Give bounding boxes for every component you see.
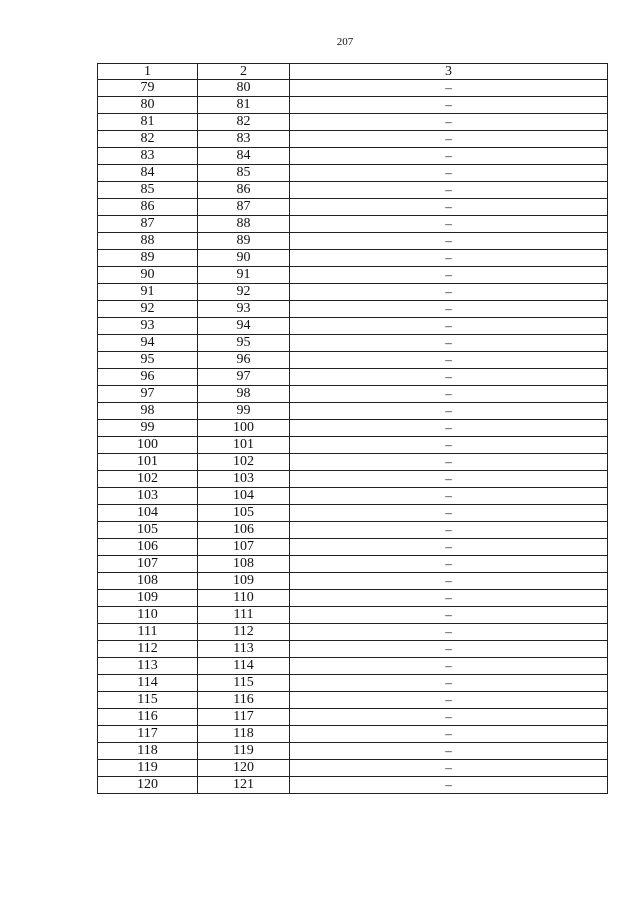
table-row [98, 131, 608, 148]
column-header-1: 1 [98, 64, 198, 80]
table-cell-col3: – [290, 454, 608, 471]
table-cell-col1: 102 [98, 471, 198, 488]
table-cell-col1: 105 [98, 522, 198, 539]
table-cell-col3: – [290, 760, 608, 777]
table-cell-col3: – [290, 335, 608, 352]
table-cell-col1: 100 [98, 437, 198, 454]
table-cell-col3: – [290, 607, 608, 624]
table-row [98, 675, 608, 692]
table-cell-col1: 85 [98, 182, 198, 199]
table-cell-col2: 105 [198, 505, 290, 522]
table-cell-col1: 108 [98, 573, 198, 590]
table-row [98, 335, 608, 352]
table-cell-col2: 116 [198, 692, 290, 709]
table-cell-col2: 101 [198, 437, 290, 454]
table-cell-col2: 85 [198, 165, 290, 182]
table-cell-col2: 121 [198, 777, 290, 794]
table-row [98, 233, 608, 250]
table-cell-col3: – [290, 692, 608, 709]
table-cell-col2: 90 [198, 250, 290, 267]
table-cell-col1: 81 [98, 114, 198, 131]
table-cell-col1: 115 [98, 692, 198, 709]
table-cell-col2: 89 [198, 233, 290, 250]
table-cell-col2: 102 [198, 454, 290, 471]
table-cell-col1: 87 [98, 216, 198, 233]
table-cell-col1: 110 [98, 607, 198, 624]
table-cell-col1: 101 [98, 454, 198, 471]
table-cell-col1: 104 [98, 505, 198, 522]
table-cell-col2: 103 [198, 471, 290, 488]
table-cell-col1: 86 [98, 199, 198, 216]
table-row [98, 539, 608, 556]
table-cell-col1: 97 [98, 386, 198, 403]
table-cell-col1: 98 [98, 403, 198, 420]
table-cell-col2: 94 [198, 318, 290, 335]
table-row [98, 488, 608, 505]
table-row [98, 318, 608, 335]
table-cell-col3: – [290, 403, 608, 420]
table-cell-col1: 113 [98, 658, 198, 675]
table-cell-col1: 119 [98, 760, 198, 777]
table-cell-col2: 109 [198, 573, 290, 590]
table-cell-col2: 95 [198, 335, 290, 352]
table-cell-col1: 103 [98, 488, 198, 505]
table-cell-col3: – [290, 301, 608, 318]
table-cell-col1: 94 [98, 335, 198, 352]
table-row [98, 590, 608, 607]
table-cell-col3: – [290, 505, 608, 522]
table-cell-col3: – [290, 216, 608, 233]
table-cell-col2: 110 [198, 590, 290, 607]
table-row [98, 165, 608, 182]
table-cell-col3: – [290, 352, 608, 369]
table-cell-col1: 116 [98, 709, 198, 726]
table-cell-col2: 119 [198, 743, 290, 760]
table-cell-col2: 106 [198, 522, 290, 539]
table-cell-col3: – [290, 590, 608, 607]
table-row [98, 777, 608, 794]
table-cell-col2: 83 [198, 131, 290, 148]
header-row [98, 64, 608, 80]
table-cell-col3: – [290, 420, 608, 437]
table-cell-col3: – [290, 743, 608, 760]
table-cell-col1: 80 [98, 97, 198, 114]
table-cell-col3: – [290, 675, 608, 692]
table-cell-col3: – [290, 386, 608, 403]
table-row [98, 148, 608, 165]
table-cell-col1: 95 [98, 352, 198, 369]
column-header-2: 2 [198, 64, 290, 80]
table-row [98, 352, 608, 369]
table-cell-col1: 93 [98, 318, 198, 335]
table-row [98, 607, 608, 624]
table-cell-col1: 111 [98, 624, 198, 641]
table-row [98, 267, 608, 284]
table-row [98, 386, 608, 403]
table-cell-col2: 87 [198, 199, 290, 216]
table-row [98, 624, 608, 641]
table-cell-col2: 92 [198, 284, 290, 301]
table-cell-col2: 99 [198, 403, 290, 420]
table-row [98, 692, 608, 709]
table-cell-col2: 86 [198, 182, 290, 199]
table-cell-col3: – [290, 539, 608, 556]
table-cell-col1: 120 [98, 777, 198, 794]
table-cell-col3: – [290, 80, 608, 97]
table-cell-col2: 111 [198, 607, 290, 624]
table-cell-col3: – [290, 131, 608, 148]
table-cell-col3: – [290, 148, 608, 165]
table-cell-col3: – [290, 437, 608, 454]
table-cell-col3: – [290, 658, 608, 675]
table-row [98, 505, 608, 522]
table-row [98, 199, 608, 216]
table-row [98, 420, 608, 437]
column-header-3: 3 [290, 64, 608, 80]
table-cell-col2: 80 [198, 80, 290, 97]
table-cell-col3: – [290, 182, 608, 199]
table-row [98, 556, 608, 573]
table-cell-col3: – [290, 556, 608, 573]
table-cell-col2: 107 [198, 539, 290, 556]
table-cell-col2: 108 [198, 556, 290, 573]
table-cell-col1: 99 [98, 420, 198, 437]
table-cell-col1: 79 [98, 80, 198, 97]
table-cell-col3: – [290, 250, 608, 267]
table-row [98, 522, 608, 539]
table-cell-col2: 84 [198, 148, 290, 165]
table-cell-col1: 106 [98, 539, 198, 556]
table-cell-col2: 93 [198, 301, 290, 318]
table-cell-col1: 89 [98, 250, 198, 267]
table-header [98, 64, 608, 80]
table-cell-col3: – [290, 233, 608, 250]
table-row [98, 437, 608, 454]
table-cell-col3: – [290, 624, 608, 641]
table-row [98, 403, 608, 420]
data-table-container [97, 63, 607, 794]
table-cell-col2: 115 [198, 675, 290, 692]
table-cell-col3: – [290, 97, 608, 114]
table-cell-col1: 109 [98, 590, 198, 607]
table-row [98, 369, 608, 386]
table-cell-col1: 92 [98, 301, 198, 318]
table-body [98, 80, 608, 794]
table-row [98, 573, 608, 590]
table-cell-col3: – [290, 709, 608, 726]
table-row [98, 80, 608, 97]
table-cell-col2: 98 [198, 386, 290, 403]
table-row [98, 641, 608, 658]
table-cell-col2: 96 [198, 352, 290, 369]
table-cell-col1: 107 [98, 556, 198, 573]
table-cell-col3: – [290, 488, 608, 505]
table-row [98, 284, 608, 301]
table-cell-col2: 81 [198, 97, 290, 114]
table-row [98, 250, 608, 267]
table-cell-col2: 82 [198, 114, 290, 131]
table-cell-col3: – [290, 267, 608, 284]
table-cell-col3: – [290, 114, 608, 131]
table-cell-col1: 118 [98, 743, 198, 760]
table-row [98, 743, 608, 760]
table-cell-col2: 114 [198, 658, 290, 675]
table-row [98, 216, 608, 233]
table-cell-col1: 83 [98, 148, 198, 165]
table-cell-col1: 96 [98, 369, 198, 386]
table-cell-col2: 118 [198, 726, 290, 743]
table-cell-col2: 120 [198, 760, 290, 777]
table-cell-col2: 117 [198, 709, 290, 726]
table-cell-col1: 88 [98, 233, 198, 250]
table-row [98, 97, 608, 114]
table-row [98, 471, 608, 488]
table-cell-col3: – [290, 726, 608, 743]
table-cell-col2: 104 [198, 488, 290, 505]
table-cell-col3: – [290, 641, 608, 658]
table-cell-col3: – [290, 522, 608, 539]
table-cell-col1: 91 [98, 284, 198, 301]
table-cell-col3: – [290, 369, 608, 386]
table-cell-col3: – [290, 777, 608, 794]
table-cell-col3: – [290, 199, 608, 216]
data-table [97, 63, 608, 794]
table-row [98, 658, 608, 675]
table-cell-col1: 82 [98, 131, 198, 148]
table-row [98, 726, 608, 743]
table-cell-col1: 117 [98, 726, 198, 743]
table-cell-col2: 91 [198, 267, 290, 284]
table-cell-col2: 88 [198, 216, 290, 233]
table-row [98, 182, 608, 199]
table-cell-col2: 112 [198, 624, 290, 641]
table-cell-col1: 114 [98, 675, 198, 692]
table-row [98, 709, 608, 726]
page-number: 207 [336, 36, 354, 48]
table-cell-col2: 97 [198, 369, 290, 386]
table-row [98, 454, 608, 471]
table-cell-col2: 100 [198, 420, 290, 437]
table-cell-col1: 112 [98, 641, 198, 658]
table-cell-col3: – [290, 284, 608, 301]
table-cell-col1: 90 [98, 267, 198, 284]
table-row [98, 114, 608, 131]
table-row [98, 760, 608, 777]
table-cell-col3: – [290, 573, 608, 590]
table-cell-col3: – [290, 471, 608, 488]
table-row [98, 301, 608, 318]
table-cell-col3: – [290, 318, 608, 335]
table-cell-col2: 113 [198, 641, 290, 658]
table-cell-col3: – [290, 165, 608, 182]
table-cell-col1: 84 [98, 165, 198, 182]
